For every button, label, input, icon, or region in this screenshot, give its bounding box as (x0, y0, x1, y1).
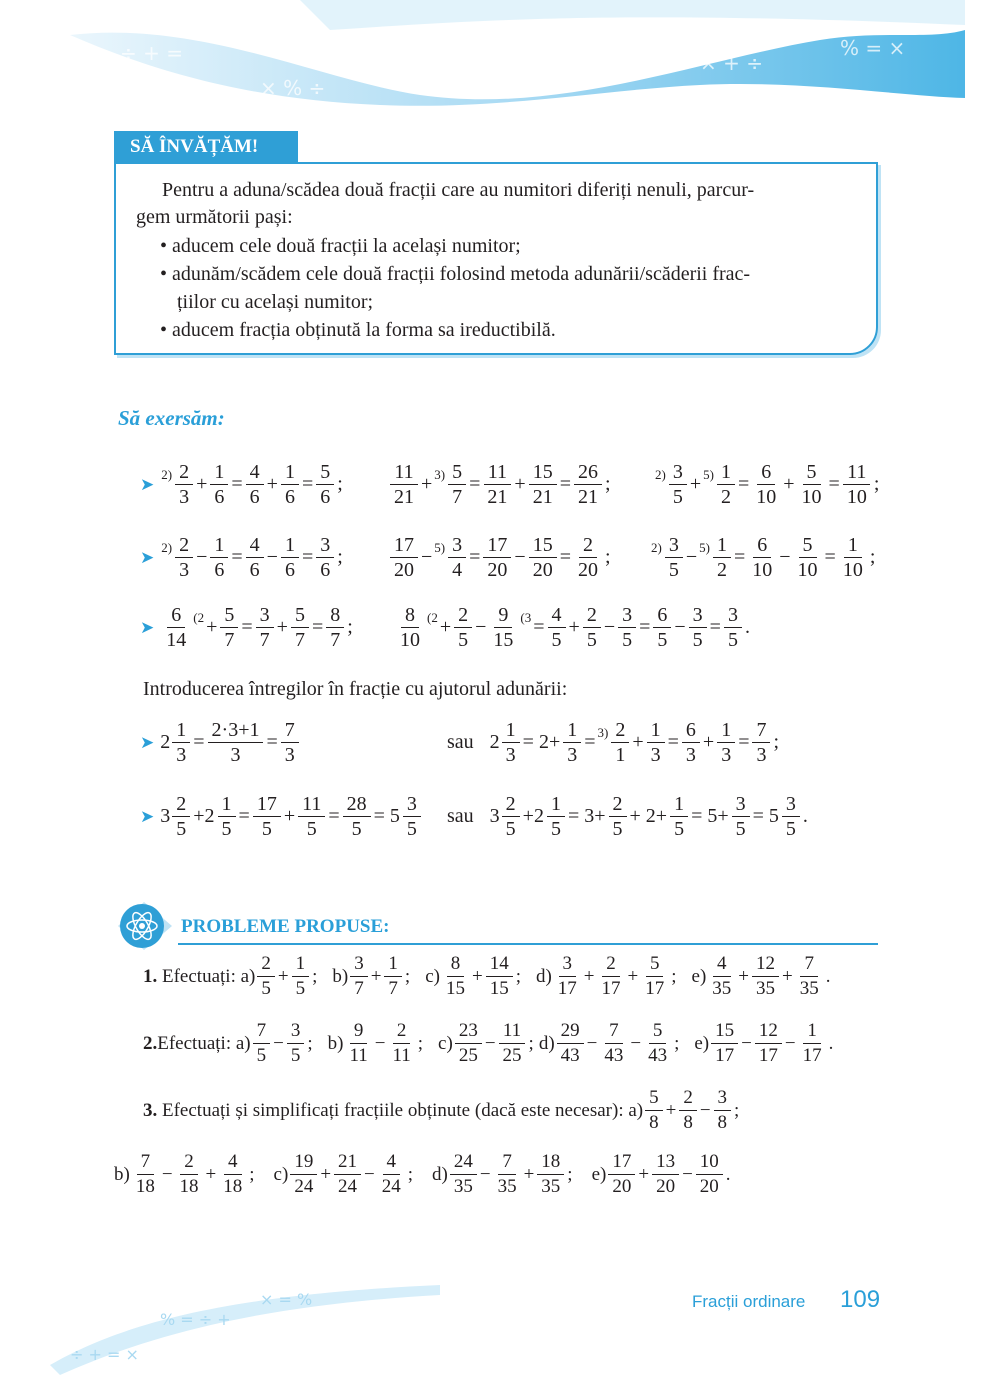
learn-tab (114, 131, 298, 163)
svg-text:% = ×: % = × (840, 36, 906, 60)
example-row-3: ➤ 6 14 (2 + $\frac{5}{7}$ = $\frac{3}{7}$ + $\frac{5}{7}$ = $\frac{8}{7}$ ; (140, 604, 353, 651)
problem-3-label: 3. (143, 1099, 158, 1121)
problems-divider (178, 943, 878, 945)
example-row-1c: 2) 3 5 + 5) $\frac{1}{2}$ = $\frac{6}{10}$ + $\frac{5}{10}$ = $\frac{11}{10}$ ; (655, 461, 880, 508)
problem-2-label: 2. (143, 1032, 158, 1054)
svg-text:× + ÷: × + ÷ (700, 51, 763, 75)
learn-paragraph-line2: gem următorii pași: (136, 206, 293, 228)
page-number: 109 (840, 1286, 881, 1313)
arrow-icon: ➤ (140, 617, 155, 637)
learn-title: SĂ ÎNVĂȚĂM! (130, 136, 259, 157)
problem-3: 3. Efectuați și simplificați fracțiile obținute (dacă este necesar): a) 5 8 + $\frac{2}{8}$ − $\frac{3}{8}$ ; (143, 1087, 740, 1133)
learn-bullet-1: • aducem cele două fracții la același numitor; (160, 235, 521, 257)
arrow-icon: ➤ (140, 474, 155, 494)
example-row-1b: 11 21 + 3) $\frac{5}{7}$ = $\frac{11}{21}$ + $\frac{15}{21}$ = $\frac{26}{21}$ ; (388, 460, 612, 509)
svg-text:% = ÷ +: % = ÷ + (160, 1310, 231, 1329)
example-row-4: ➤ 2 $\frac{1}{3}$ = $\frac{2\cdot 3+1}{3}$ = $\frac{7}{3}$ (140, 718, 301, 767)
svg-text:÷ + = ×: ÷ + = × (70, 1345, 139, 1364)
atom-icon (114, 898, 176, 954)
problem-3-continued: b) 7 18 − $\frac{2}{18}$ + $\frac{4}{18}$ ; c) 19 24 + $\frac{21}{24}$ − $\frac{4}{24}$ ; d) 24 35 − $\frac{7}{35}$ + $\frac{18}{35}$ ; e) 17 20 + $\frac{13}{20}$ − $\frac{10}{20}$ . (114, 1151, 731, 1197)
arrow-icon: ➤ (140, 732, 155, 752)
exercise-title: Să exersăm: (118, 406, 225, 430)
svg-text:÷ + =: ÷ + = (120, 41, 183, 65)
svg-text:× = %: × = % (260, 1290, 313, 1309)
svg-text:× % ÷: × % ÷ (260, 76, 326, 100)
arrow-icon: ➤ (140, 806, 155, 826)
example-row-5b: sau 3 2 5 +2 $\frac{1}{5}$ = 3+ $\frac{2}{5}$ + 2+ $\frac{1}{5}$ = 5+ $\frac{3}{5}$ = 5 3 5 . (447, 793, 808, 840)
example-row-2c: 2) 3 5 − 5) $\frac{1}{2}$ = $\frac{6}{10}$ − $\frac{5}{10}$ = $\frac{1}{10}$ ; (651, 534, 876, 581)
problem-1-text: Efectuați: (162, 965, 236, 987)
learn-bullet-2a: • adunăm/scădem cele două fracții folosind metoda adunării/scăderii frac- (160, 263, 751, 285)
arrow-icon: ➤ (140, 547, 155, 567)
example-row-1: ➤ 2) 2 3 + $\frac{1}{6}$ = $\frac{4}{6}$ + $\frac{1}{6}$ = $\frac{5}{6}$ ; (140, 461, 343, 508)
footer-decoration (0, 1265, 500, 1389)
problem-2-text: Efectuați: (157, 1032, 232, 1054)
problem-2: 2. Efectuați: a) 7 5 − $\frac{3}{5}$ ; b) 9 11 − $\frac{2}{11}$ ; c) 23 25 − $\frac{11}{25}$ ; d) 29 43 − $\frac{7}{43}$ − $\frac{5}{43}$ ; e) 15 17 − $\frac{12}{17}$ − $\frac{1}{17}$ . (143, 1020, 834, 1066)
chapter-title: Fracții ordinare (692, 1292, 806, 1311)
header-decoration (0, 0, 992, 120)
sau-label: sau (447, 731, 474, 753)
example-row-3b: 8 10 (2 + $\frac{2}{5}$ − $\frac{9}{15}$ (3 = $\frac{4}{5}$ + $\frac{2}{5}$ − $\frac{3}{5}$ = $\frac{6}{5}$ − $\frac{3}{5}$ = $\frac{3}{5}$ . (400, 604, 750, 651)
svg-text:÷ % =: ÷ % = (560, 43, 626, 67)
learn-bullet-2b: țiilor cu același numitor; (177, 291, 374, 313)
problem-3-text: Efectuați și simplificați fracțiile obținute (dacă este necesar): a) (162, 1099, 644, 1121)
intro-text: Introducerea întregilor în fracție cu ajutorul adunării: (143, 678, 568, 700)
problem-1-label: 1. (143, 965, 158, 987)
example-row-2b: 17 20 − 5) $\frac{3}{4}$ = $\frac{17}{20}$ − $\frac{15}{20}$ = $\frac{2}{20}$ ; (388, 533, 612, 582)
example-row-2: ➤ 2) 2 3 − $\frac{1}{6}$ = $\frac{4}{6}$ − $\frac{1}{6}$ = $\frac{3}{6}$ ; (140, 534, 343, 581)
problems-title: PROBLEME PROPUSE: (181, 916, 390, 937)
problem-1: 1. Efectuați: a) 2 5 + $\frac{1}{5}$ ; b) 3 7 + $\frac{1}{7}$ ; c) 8 15 + $\frac{14}{15}$ ; d) 3 17 + $\frac{2}{17}$ + $\frac{5}{17}$ ; e) 4 35 + $\frac{12}{35}$ + $\frac{7}{35}$ . (143, 953, 831, 999)
learn-bullet-3: • aducem fracția obținută la forma sa ireductibilă. (160, 319, 556, 341)
svg-text:= + ×: = + × (430, 61, 493, 85)
example-row-5: ➤ 3 2 5 +2 $\frac{1}{5}$ = $\frac{17}{5}$ + $\frac{11}{5}$ = $\frac{28}{5}$ = 5 3 5 (140, 792, 423, 841)
sau-label: sau (447, 805, 474, 827)
example-row-4b: sau 2 $\frac{1}{3}$ = 2+ $\frac{1}{3}$ = 3) 2 1 + $\frac{1}{3}$ = $\frac{6}{3}$ + $\frac{1}{3}$ = $\frac{7}{3}$ ; (447, 719, 780, 766)
learn-paragraph-line1: Pentru a aduna/scădea două fracții care au numitori diferiți nenuli, parcur- (162, 179, 755, 201)
